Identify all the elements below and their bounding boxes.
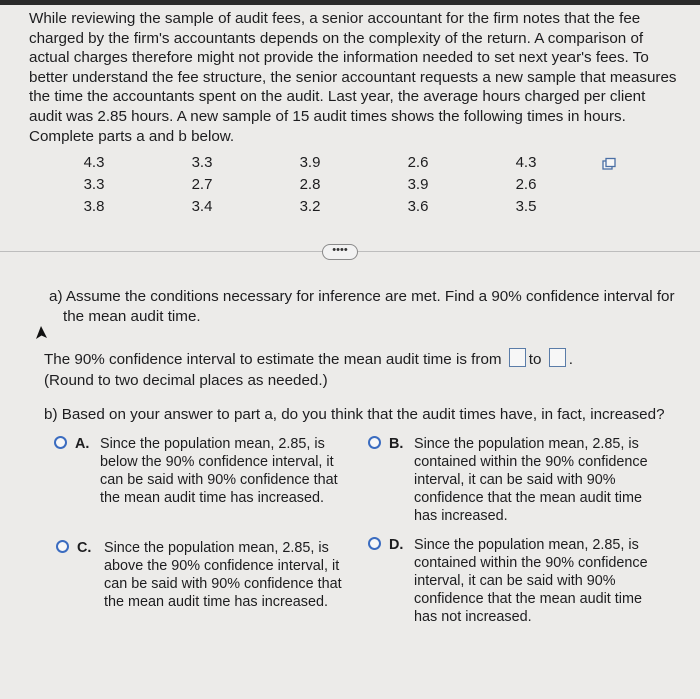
lower-bound-input[interactable] xyxy=(509,348,526,367)
table-row xyxy=(40,151,580,173)
answer-prefix: The 90% confidence interval to estimate the mean audit time is from xyxy=(44,351,502,368)
option-b-letter: B. xyxy=(389,436,404,452)
table-cell: 3.8 xyxy=(83,197,105,215)
table-cell: 3.9 xyxy=(407,175,429,193)
table-cell: 2.6 xyxy=(407,153,429,171)
table-cell: 3.5 xyxy=(515,197,537,215)
part-a-question-line1: a) Assume the conditions necessary for inference are met. Find a 90% confidence interval for xyxy=(49,288,675,305)
expand-more-button[interactable]: •••• xyxy=(322,244,358,260)
table-row xyxy=(40,195,580,217)
table-cell: 4.3 xyxy=(83,153,105,171)
part-a-question-line2: the mean audit time. xyxy=(63,307,201,325)
table-cell: 2.6 xyxy=(515,175,537,193)
table-cell: 4.3 xyxy=(515,153,537,171)
option-d-letter: D. xyxy=(389,537,404,553)
table-row xyxy=(40,173,580,195)
table-cell: 3.3 xyxy=(83,175,105,193)
option-d-text: Since the population mean, 2.85, is contained within the 90% confidence interval, it can be said with 90% confidence that the mean audit time has not increased. xyxy=(414,537,648,625)
table-cell: 2.8 xyxy=(299,175,321,193)
table-cell: 3.4 xyxy=(191,197,213,215)
answer-to-label: to xyxy=(528,351,542,368)
part-a-answer xyxy=(44,348,684,391)
table-cell: 2.7 xyxy=(191,175,213,193)
option-c-radio[interactable] xyxy=(56,540,69,553)
table-cell: 3.3 xyxy=(191,153,213,171)
option-d-radio[interactable] xyxy=(368,537,381,550)
top-border xyxy=(0,0,700,5)
option-b-text: Since the population mean, 2.85, is contained within the 90% confidence interval, it can be said with 90% confidence that the mean audit time has increased. xyxy=(414,436,648,524)
mouse-cursor-icon xyxy=(34,326,48,342)
data-table xyxy=(40,151,580,217)
option-a-text: Since the population mean, 2.85, is below the 90% confidence interval, it can be said with 90% confidence that the mean audit time has increased. xyxy=(100,436,338,506)
part-a-question xyxy=(49,287,689,326)
table-cell: 3.2 xyxy=(299,197,321,215)
answer-suffix: . xyxy=(568,351,573,368)
option-b-radio[interactable] xyxy=(368,436,381,449)
part-b-question: b) Based on your answer to part a, do you think that the audit times have, in fact, increased? xyxy=(44,406,665,423)
copy-icon[interactable] xyxy=(601,156,617,172)
problem-intro: While reviewing the sample of audit fees, a senior accountant for the firm notes that the fee charged by the firm's accountants depends on the complexity of the return. A comparison of actual charges therefore might not provide the information needed to set next year's fees. To better understand the fee structure, the senior accountant requests a new sample that measures the time the accountants spent on the audit. Last year, the average hours charged per client audit was 2.85 hours. A new sample of 15 audit times shows the following times in hours. Complete parts a and b below. xyxy=(29,10,677,145)
option-c-text: Since the population mean, 2.85, is above the 90% confidence interval, it can be said with 90% confidence that the mean audit time has increased. xyxy=(104,540,342,610)
table-cell: 3.9 xyxy=(299,153,321,171)
part-a-answer-line xyxy=(44,348,684,371)
table-cell: 3.6 xyxy=(407,197,429,215)
round-note: (Round to two decimal places as needed.) xyxy=(44,372,328,389)
option-a-radio[interactable] xyxy=(54,436,67,449)
option-c-letter: C. xyxy=(77,540,92,556)
option-a-letter: A. xyxy=(75,436,90,452)
upper-bound-input[interactable] xyxy=(549,348,566,367)
